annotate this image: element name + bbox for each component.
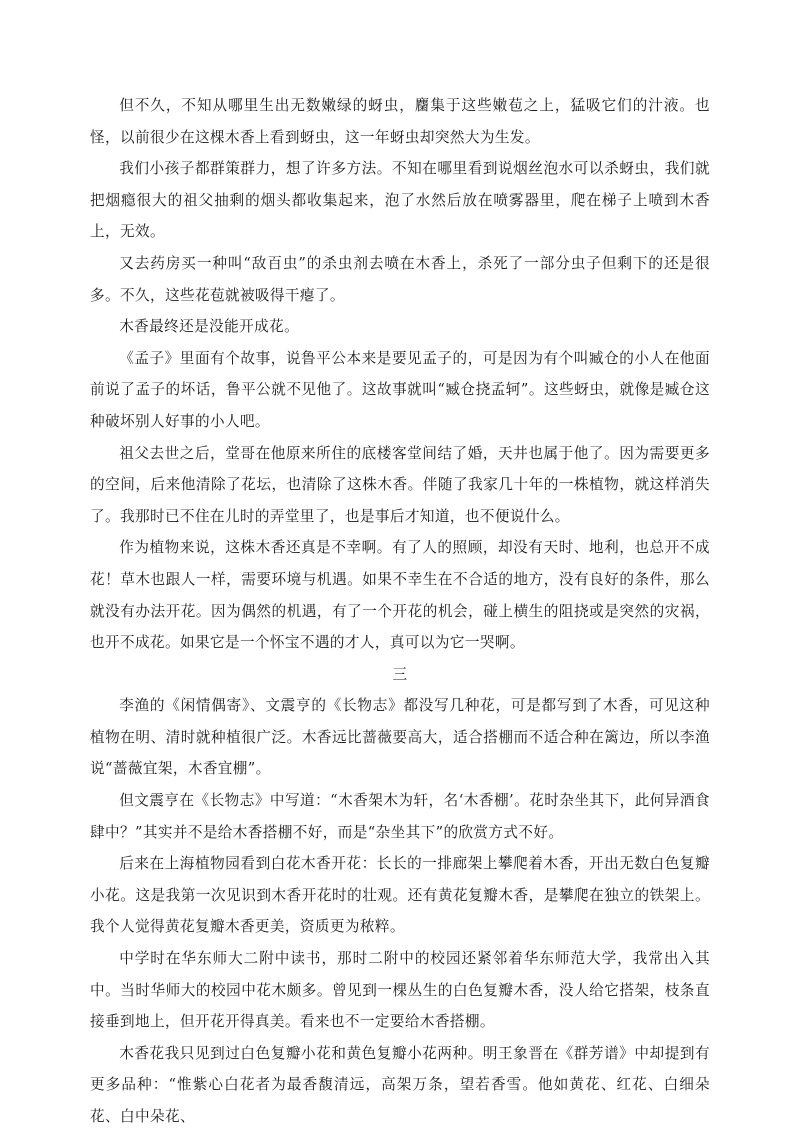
paragraph: 木香最终还是没能开成花。 — [119, 318, 300, 336]
document-page — [90, 90, 710, 1133]
paragraph: 木香花我只见到过白色复瓣小花和黄色复瓣小花两种。明王象晋在《群芳谱》中却提到有更多品种：“惟紫心白花者为最香馥清远，高架万条，望若香雪。他如黄花、红花、白细朵花、白中朵花、 — [90, 1044, 710, 1125]
paragraph: 但文震亨在《长物志》中写道：“木香架木为轩，名‘木香棚’。花时杂坐其下，此何异酒食肆中？”其实并不是给木香搭棚不好，而是“杂坐其下”的欣赏方式不好。 — [90, 792, 710, 841]
paragraph: 中学时在华东师大二附中读书，那时二附中的校园还紧邻着华东师范大学，我常出入其中。当时华师大的校园中花木颇多。曾见到一棵丛生的白色复瓣木香，没人给它搭架，枝条直接垂到地上，但开花开得真美。看来也不一定要给木香搭棚。 — [90, 950, 710, 1031]
paragraph: 但不久，不知从哪里生出无数嫩绿的蚜虫，麕集于这些嫩苞之上，猛吸它们的汁液。也怪，以前很少在这棵木香上看到蚜虫，这一年蚜虫却突然大为生发。 — [90, 97, 710, 146]
section-heading: 三 — [392, 665, 408, 683]
paragraph: 祖父去世之后，堂哥在他原来所住的底楼客堂间结了婚，天井也属于他了。因为需要更多的空间，后来他清除了花坛，也清除了这株木香。伴随了我家几十年的一株植物，就这样消失了。我那时已不住在儿时的弄堂里了，也是事后才知道，也不便说什么。 — [90, 444, 710, 525]
paragraph: 我们小孩子都群策群力，想了许多方法。不知在哪里看到说烟丝泡水可以杀蚜虫，我们就把烟瘾很大的祖父抽剩的烟头都收集起来，泡了水然后放在喷雾器里，爬在梯子上喷到木香上，无效。 — [90, 160, 710, 241]
paragraph: 后来在上海植物园看到白花木香开花：长长的一排廊架上攀爬着木香，开出无数白色复瓣小花。这是我第一次见识到木香开花时的壮观。还有黄花复瓣木香，是攀爬在独立的铁架上。我个人觉得黄花复瓣木香更美，资质更为秾粹。 — [90, 855, 710, 936]
paragraph: 又去药房买一种叫“敌百虫”的杀虫剂去喷在木香上，杀死了一部分虫子但剩下的还是很多。不久，这些花苞就被吸得干瘪了。 — [90, 254, 710, 304]
paragraph: 作为植物来说，这株木香还真是不幸啊。有了人的照顾，却没有天时、地利，也总开不成花！草木也跟人一样，需要环境与机遇。如果不幸生在不合适的地方，没有良好的条件，那么就没有办法开花。因为偶然的机遇，有了一个开花的机会，碰上横生的阻挠或是突然的灾祸，也开不成花。如果它是一个怀宝不遇的才人，真可以为它一哭啊。 — [90, 539, 710, 652]
paragraph: 李渔的《闲情偶寄》、文震亨的《长物志》都没写几种花，可是都写到了木香，可见这种植物在明、清时就种植很广泛。木香远比蔷薇要高大，适合搭棚而不适合种在篱边，所以李渔说“蔷薇宜架，木香宜棚”。 — [90, 697, 710, 778]
paragraph: 《孟子》里面有个故事，说鲁平公本来是要见孟子的，可是因为有个叫臧仓的小人在他面前说了孟子的坏话，鲁平公就不见他了。这故事就叫“臧仓挠孟轲”。这些蚜虫，就像是臧仓这种破坏别人好事的小人吧。 — [90, 349, 710, 430]
